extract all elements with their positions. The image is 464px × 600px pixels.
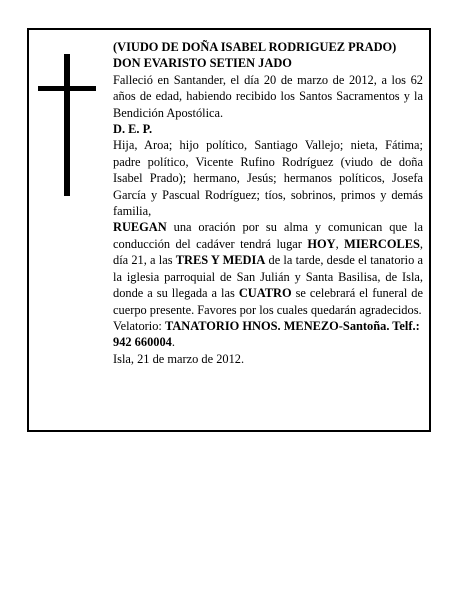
cross-icon: [38, 54, 96, 196]
hoy-word: HOY: [307, 236, 336, 251]
cross-horizontal-bar: [38, 86, 96, 91]
wake-place: TANATORIO HNOS. MENEZO-Santoña. Telf.: 942 660004: [113, 318, 420, 350]
death-notice: Falleció en Santander, el día 20 de marzo de 2012, a los 62 años de edad, habiendo recibido los Santos Sacramentos y la Bendición Apostólica.: [113, 72, 423, 120]
request-text-3: , día 21, a las: [113, 236, 424, 268]
widow-of-line: (VIUDO DE DOÑA ISABEL RODRIGUEZ PRADO): [113, 40, 397, 54]
request-text-4: de la tarde, desde el tanatorio a la iglesia parroquial de San Julián y Santa Basilisa, de Isla, donde a su llegada a las: [113, 253, 423, 301]
funeral-request: [113, 219, 423, 317]
cross-vertical-bar: [64, 54, 70, 196]
miercoles-word: MIERCOLES: [344, 236, 420, 251]
wake-line: [113, 318, 423, 351]
deceased-name: DON EVARISTO SETIEN JADO: [113, 56, 292, 71]
ruegan-word: RUEGAN: [113, 220, 167, 235]
dep-line: D. E. P.: [113, 122, 153, 137]
time-words: TRES Y MEDIA: [175, 253, 266, 268]
obituary-text: [113, 39, 423, 367]
request-text-5: se celebrará el funeral de cuerpo presente. Favores por los cuales quedarán agradecidos.: [113, 286, 424, 317]
cuatro-word: CUATRO: [238, 286, 292, 301]
family-list: Hija, Aroa; hijo político, Santiago Vallejo; nieta, Fátima; padre político, Vicente Rufino Rodríguez (viudo de doña Isabel Prado); hermano, Jesús; hermanos políticos, Josefa García y Pascual Rodríguez; tíos, sobrinos, primos y demás familia,: [113, 138, 423, 219]
request-text-1: una oración por su alma y comunican que la conducción del cadáver tendrá lugar: [113, 220, 423, 251]
closing-date: Isla, 21 de marzo de 2012.: [113, 351, 245, 366]
wake-end: .: [171, 335, 175, 350]
wake-label: Velatorio:: [113, 318, 165, 333]
request-text-2: ,: [335, 236, 345, 251]
